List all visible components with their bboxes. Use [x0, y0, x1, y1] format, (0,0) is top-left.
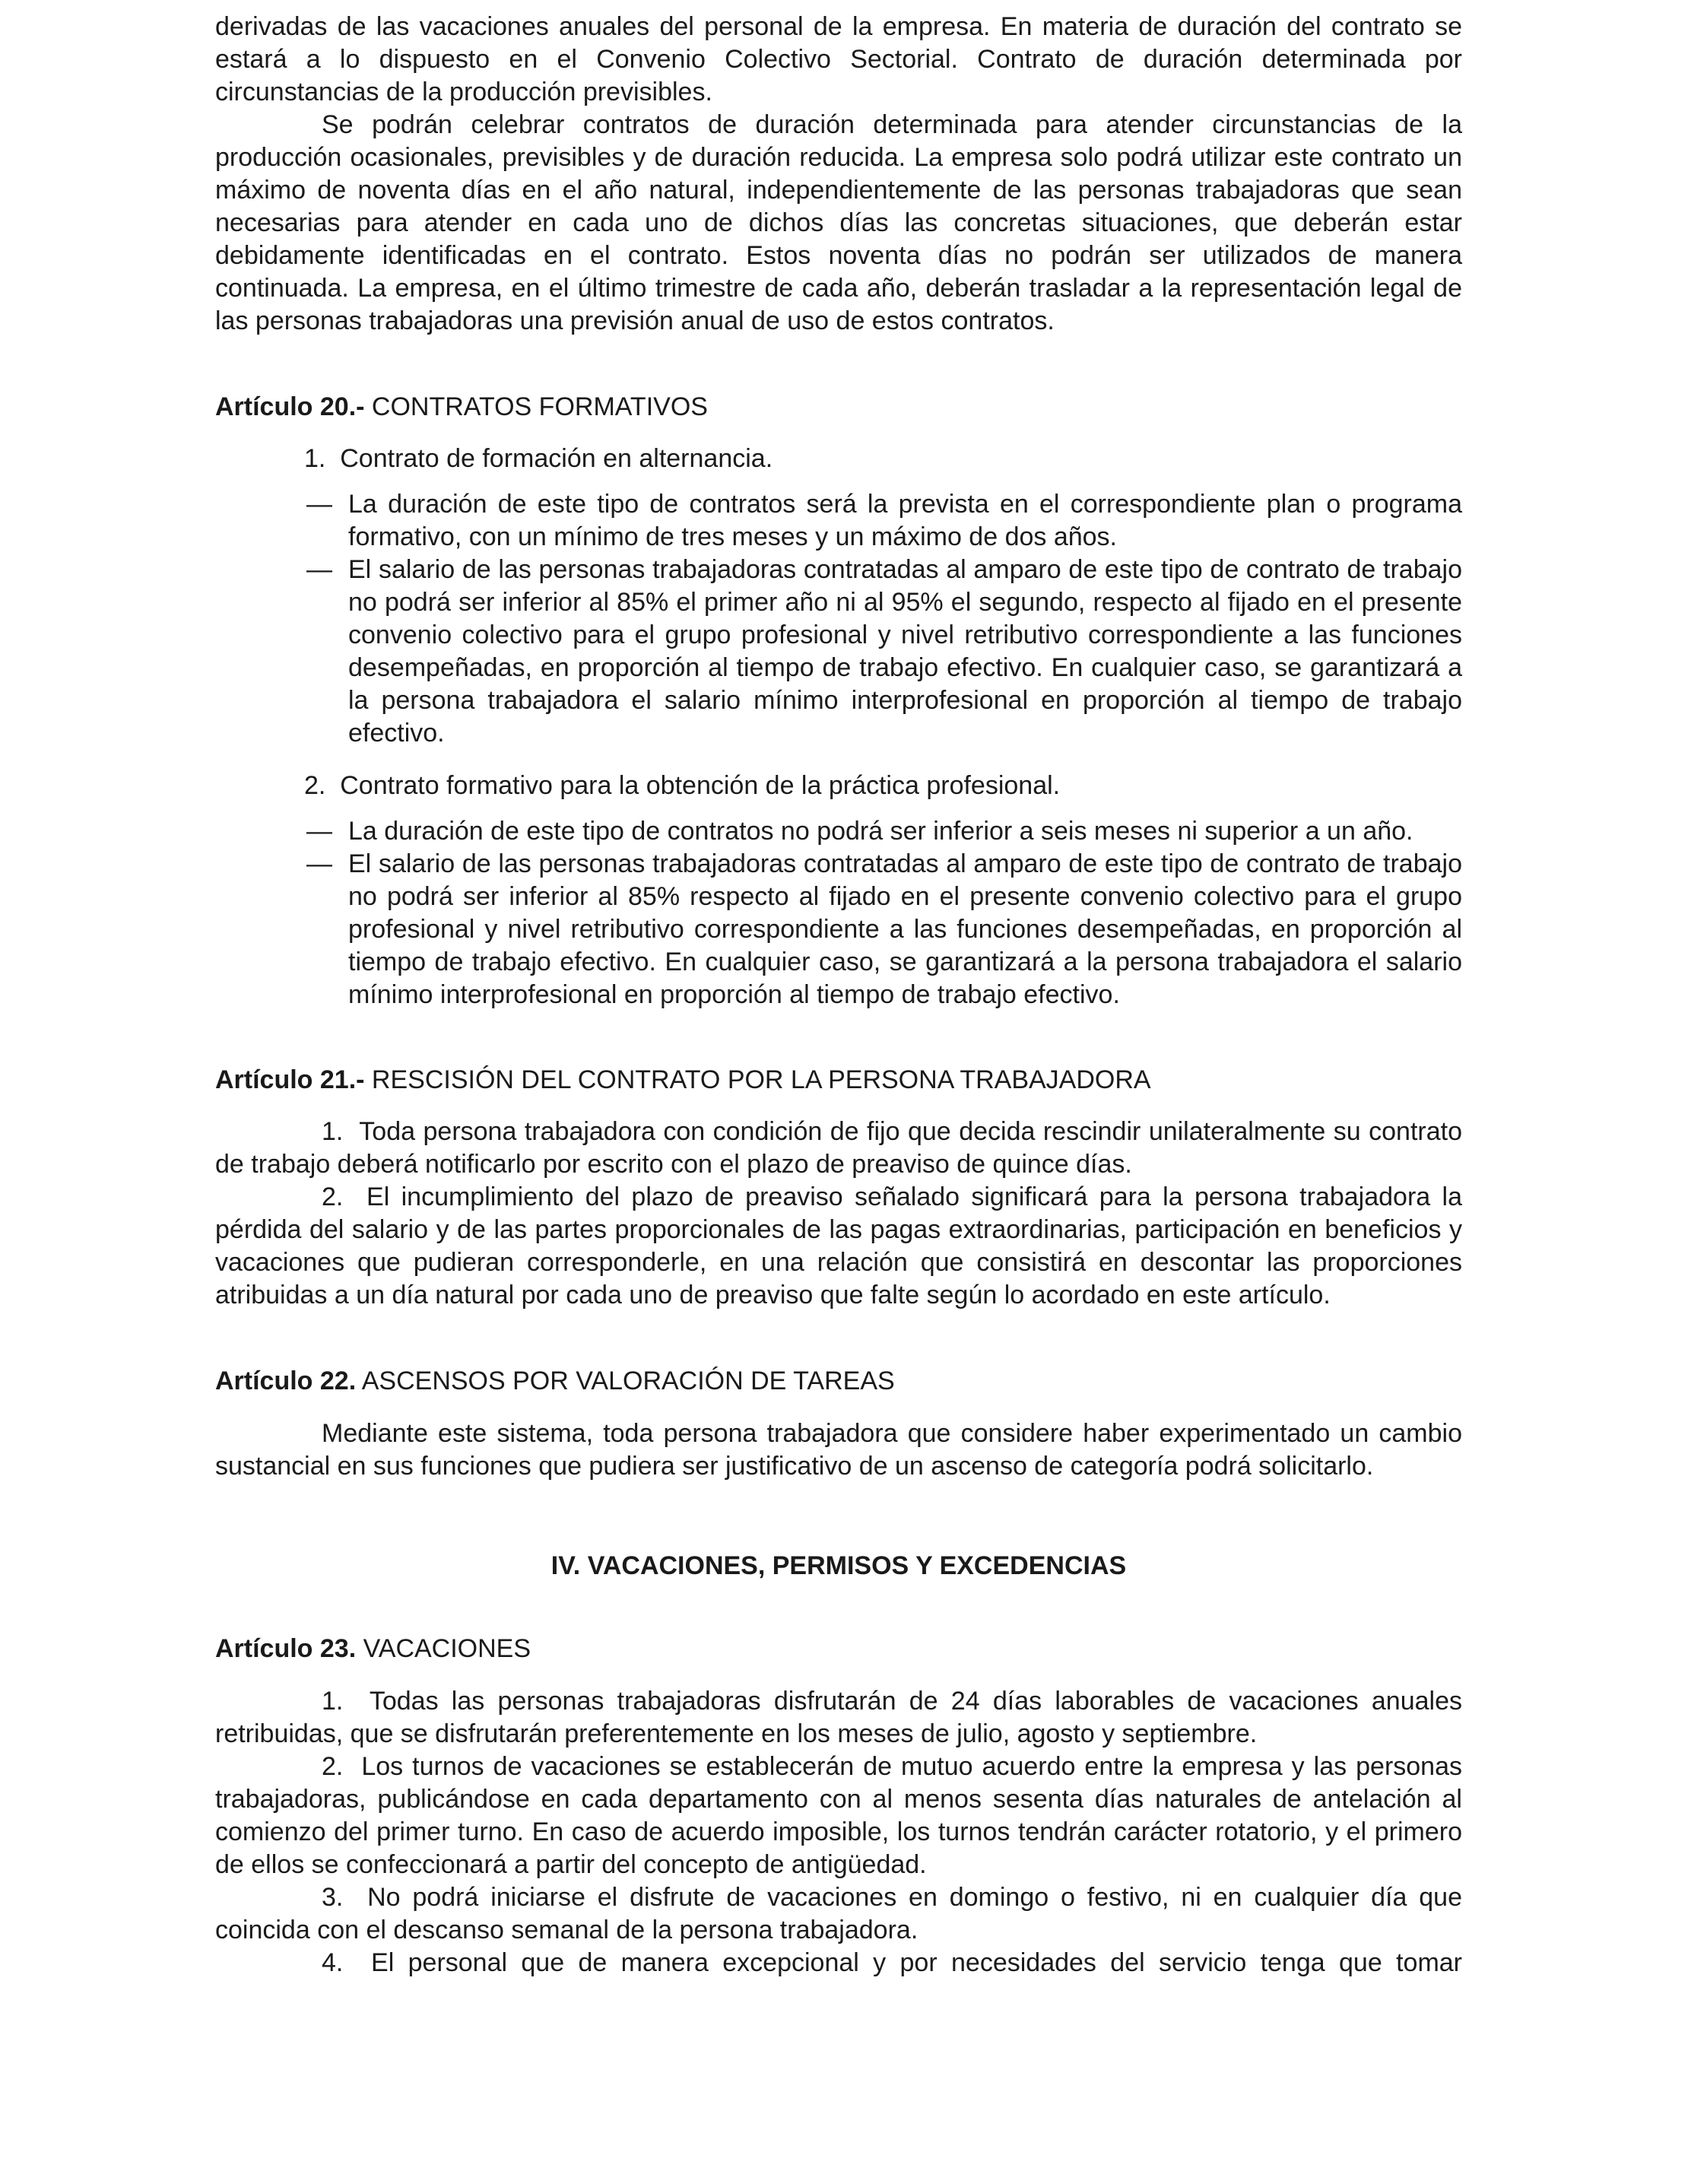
paragraph: 1. Toda persona trabajadora con condición de fijo que decida rescindir unilateralmente su contrato de trabajo deberá notificarlo por escrito con el plazo de preaviso de quince días. [215, 1117, 1462, 1179]
dash-text: La duración de este tipo de contratos será la prevista en el correspondiente plan o programa formativo, con un mínimo de tres meses y un máximo de dos años. [348, 490, 1462, 551]
dash-item [215, 815, 1462, 848]
article-22-heading [215, 1365, 1462, 1398]
list-item: 2. Contrato formativo para la obtención de la práctica profesional. [304, 771, 1061, 800]
dash-item [215, 554, 1462, 750]
paragraph: 4. El personal que de manera excepcional y por necesidades del servicio tenga que tomar [322, 1948, 1462, 1977]
dash-item [215, 488, 1462, 554]
dash-marker: — [306, 849, 332, 878]
article-label: Artículo 23. [215, 1634, 357, 1663]
article-21-heading [215, 1064, 1462, 1097]
dash-item [215, 848, 1462, 1011]
article-label: Artículo 22. [215, 1367, 357, 1395]
paragraph: 2. El incumplimiento del plazo de preaviso señalado significará para la persona trabajadora la pérdida del salario y de las partes proporcionales de las pagas extraordinarias, participación en beneficios y vacaciones que pudieran corresponderle, en una relación que consistirá en descontar las proporciones atribuidas a un día natural por cada uno de preaviso que falte según lo acordado en este artículo. [215, 1182, 1462, 1309]
dash-marker: — [306, 817, 332, 846]
paragraph: Se podrán celebrar contratos de duración determinada para atender circunstancias de la producción ocasionales, previsibles y de duración reducida. La empresa solo podrá utilizar este contrato un máximo de noventa días en el año natural, independientemente de las personas trabajadoras que sean necesarias para atender en cada uno de dichos días las concretas situaciones, que deberán estar debidamente identificadas en el contrato. Estos noventa días no podrán ser utilizados de manera continuada. La empresa, en el último trimestre de cada año, deberán trasladar a la representación legal de las personas trabajadoras una previsión anual de uso de estos contratos. [215, 110, 1462, 335]
article-title: CONTRATOS FORMATIVOS [364, 392, 708, 421]
paragraph: 1. Todas las personas trabajadoras disfrutarán de 24 días laborables de vacaciones anuales retribuidas, que se disfrutarán preferentemente en los meses de julio, agosto y septiembre. [215, 1687, 1462, 1748]
article-title: RESCISIÓN DEL CONTRATO POR LA PERSONA TRABAJADORA [364, 1065, 1151, 1094]
article-20-heading [215, 391, 1462, 424]
article-label: Artículo 21.- [215, 1065, 365, 1094]
section-heading: IV. VACACIONES, PERMISOS Y EXCEDENCIAS [550, 1551, 1127, 1580]
article-23-heading [215, 1633, 1462, 1665]
paragraph: derivadas de las vacaciones anuales del personal de la empresa. En materia de duración del contrato se estará a lo dispuesto en el Convenio Colectivo Sectorial. Contrato de duración determinada por circunstancias de la producción previsibles. [215, 12, 1462, 106]
dash-text: El salario de las personas trabajadoras contratadas al amparo de este tipo de contrato de trabajo no podrá ser inferior al 85% el primer año ni al 95% el segundo, respecto al fijado en el presente convenio colectivo para el grupo profesional y nivel retributivo correspondiente a las funciones desempeñadas, en proporción al tiempo de trabajo efectivo. En cualquier caso, se garantizará a la persona trabajadora el salario mínimo interprofesional en proporción al tiempo de trabajo efectivo. [348, 555, 1462, 748]
dash-text: El salario de las personas trabajadoras contratadas al amparo de este tipo de contrato de trabajo no podrá ser inferior al 85% respecto al fijado en el presente convenio colectivo para el grupo profesional y nivel retributivo correspondiente a las funciones desempeñadas, en proporción al tiempo de trabajo efectivo. En cualquier caso, se garantizará a la persona trabajadora el salario mínimo interprofesional en proporción al tiempo de trabajo efectivo. [348, 849, 1462, 1009]
list-item: 1. Contrato de formación en alternancia. [304, 444, 773, 473]
paragraph: 2. Los turnos de vacaciones se establecerán de mutuo acuerdo entre la empresa y las personas trabajadoras, publicándose en cada departamento con al menos sesenta días naturales de antelación al comienzo del primer turno. En caso de acuerdo imposible, los turnos tendrán carácter rotatorio, y el primero de ellos se confeccionará a partir del concepto de antigüedad. [215, 1752, 1462, 1879]
dash-marker: — [306, 555, 332, 584]
dash-text: La duración de este tipo de contratos no podrá ser inferior a seis meses ni superior a un año. [348, 817, 1413, 846]
paragraph: 3. No podrá iniciarse el disfrute de vacaciones en domingo o festivo, ni en cualquier día que coincida con el descanso semanal de la persona trabajadora. [215, 1883, 1462, 1944]
article-label: Artículo 20.- [215, 392, 365, 421]
document-page [215, 11, 1462, 1979]
article-title: VACACIONES [356, 1634, 531, 1663]
article-title: ASCENSOS POR VALORACIÓN DE TAREAS [356, 1367, 895, 1395]
dash-marker: — [306, 490, 332, 519]
paragraph: Mediante este sistema, toda persona trabajadora que considere haber experimentado un cambio sustancial en sus funciones que pudiera ser justificativo de un ascenso de categoría podrá solicitarlo. [215, 1419, 1462, 1481]
